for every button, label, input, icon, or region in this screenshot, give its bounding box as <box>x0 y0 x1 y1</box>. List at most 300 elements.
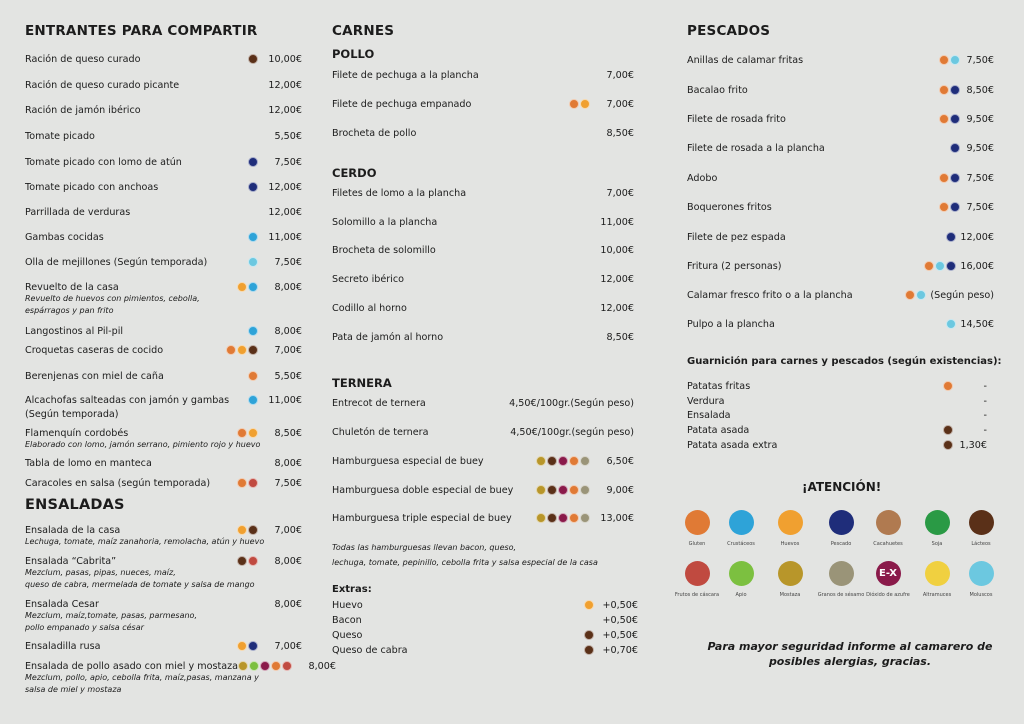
dióxido-de-azufre-allergen-icon <box>260 661 270 671</box>
menu-item <box>25 103 302 117</box>
menu-item <box>332 396 634 410</box>
allergen-icons <box>226 345 258 355</box>
menu-item <box>25 476 302 490</box>
item-name: Parrillada de verduras <box>25 206 131 218</box>
menu-item <box>25 659 336 673</box>
menu-item <box>687 408 987 422</box>
lácteos-allergen-icon <box>547 485 557 495</box>
allergen-label: Altramuces <box>922 592 952 598</box>
item-name: Ensaladilla rusa <box>25 640 101 652</box>
item-name: Queso <box>332 629 363 641</box>
item-price: - <box>983 424 987 436</box>
menu-item <box>25 554 302 568</box>
allergen-label: Lácteos <box>971 541 991 547</box>
allergen-icons <box>237 478 258 488</box>
item-name: Codillo al horno <box>332 302 407 314</box>
allergen-label: Mostaza <box>779 592 801 598</box>
crustáceos-allergen-icon <box>248 282 258 292</box>
allergen-icons <box>248 157 258 167</box>
gluten-icon <box>685 510 710 535</box>
allergen-icons <box>584 630 594 640</box>
menu-item <box>25 426 302 440</box>
huevos-allergen-icon <box>237 641 247 651</box>
item-name: Hamburguesa especial de buey <box>332 455 484 467</box>
granos-de-sésamo-allergen-icon <box>580 485 590 495</box>
allergen-icons <box>536 456 590 466</box>
item-price: 8,00€ <box>274 457 302 469</box>
mostaza-allergen-icon <box>536 456 546 466</box>
menu-item <box>687 112 994 126</box>
menu-item <box>687 200 994 214</box>
item-name: Fritura (2 personas) <box>687 260 782 272</box>
gluten-allergen-icon <box>226 345 236 355</box>
allergy-warning: Para mayor seguridad informe al camarero de <box>707 640 993 653</box>
apio-icon <box>729 561 754 586</box>
pescado-allergen-icon <box>248 157 258 167</box>
item-price: 6,50€ <box>606 455 634 467</box>
attention-title: ¡ATENCIÓN! <box>802 480 882 494</box>
allergen-icons <box>237 282 258 292</box>
allergen-icons <box>237 525 258 535</box>
item-name: Filete de pechuga empanado <box>332 98 472 110</box>
menu-item <box>25 78 302 92</box>
item-name: Pulpo a la plancha <box>687 318 775 330</box>
allergy-warning: posibles alergias, gracias. <box>768 655 932 668</box>
item-price: 10,00€ <box>600 244 634 256</box>
menu-item <box>332 243 634 257</box>
section-title-ensaladas: ENSALADAS <box>25 497 125 513</box>
altramuces-icon <box>925 561 950 586</box>
item-price: 9,50€ <box>966 142 994 154</box>
allergen-legend-item <box>951 510 1011 547</box>
item-name: Calamar fresco frito o a la plancha <box>687 289 853 301</box>
item-name: Alcachofas salteadas con jamón y gambas <box>25 394 230 406</box>
pescado-allergen-icon <box>946 261 956 271</box>
hamburger-note: lechuga, tomate, pepinillo, cebolla frita y salsa especial de la casa <box>332 558 598 567</box>
item-price: 10,00€ <box>268 53 302 65</box>
gluten-allergen-icon <box>569 99 579 109</box>
item-price: 5,50€ <box>274 130 302 142</box>
item-price: 8,00€ <box>308 660 336 672</box>
gluten-allergen-icon <box>237 478 247 488</box>
item-description: Revuelto de huevos con pimientos, cebolla, <box>25 294 200 303</box>
guarnicion-title: Guarnición para carnes y pescados (según existencias): <box>687 356 1002 367</box>
item-price: 7,50€ <box>966 172 994 184</box>
menu-item <box>332 330 634 344</box>
allergen-label: Gluten <box>688 541 706 547</box>
menu-item <box>25 639 302 653</box>
item-name: Ensalada de la casa <box>25 524 121 536</box>
menu-item <box>687 83 994 97</box>
gluten-allergen-icon <box>237 428 247 438</box>
granos-de-sésamo-allergen-icon <box>580 513 590 523</box>
gluten-allergen-icon <box>939 114 949 124</box>
menu-item <box>332 613 638 627</box>
frutos-de-cáscara-allergen-icon <box>248 478 258 488</box>
allergen-icons <box>569 99 590 109</box>
gluten-allergen-icon <box>924 261 934 271</box>
menu-item <box>687 394 987 408</box>
gluten-allergen-icon <box>569 513 579 523</box>
section-title-entrantes: ENTRANTES PARA COMPARTIR <box>25 23 258 39</box>
item-price: 12,00€ <box>268 104 302 116</box>
item-name: Boquerones fritos <box>687 201 772 213</box>
item-name: Croquetas caseras de cocido <box>25 344 164 356</box>
item-name: Patata asada <box>687 424 750 436</box>
item-price: 5,50€ <box>274 370 302 382</box>
huevos-allergen-icon <box>237 525 247 535</box>
allergen-icons <box>943 381 953 391</box>
item-name: Verdura <box>687 395 725 407</box>
menu-item <box>25 324 302 338</box>
lácteos-allergen-icon <box>248 345 258 355</box>
lácteos-allergen-icon <box>547 456 557 466</box>
item-price: 8,50€ <box>606 331 634 343</box>
allergen-icons <box>536 513 590 523</box>
menu-item <box>25 343 302 357</box>
crustáceos-icon <box>729 510 754 535</box>
menu-item <box>687 259 994 273</box>
menu-item <box>332 186 634 200</box>
gluten-allergen-icon <box>271 661 281 671</box>
item-name: Brocheta de pollo <box>332 127 417 139</box>
allergen-icons <box>939 202 960 212</box>
menu-item <box>332 215 634 229</box>
item-price: +0,50€ <box>602 614 638 626</box>
menu-item <box>25 393 302 407</box>
mostaza-allergen-icon <box>238 661 248 671</box>
lácteos-allergen-icon <box>584 630 594 640</box>
allergen-label: Soja <box>931 541 943 547</box>
item-name: Revuelto de la casa <box>25 281 119 293</box>
crustáceos-allergen-icon <box>248 232 258 242</box>
extras-title: Extras: <box>332 584 372 595</box>
gluten-allergen-icon <box>905 290 915 300</box>
pescado-allergen-icon <box>950 114 960 124</box>
allergen-icons <box>248 371 258 381</box>
item-description: espárragos y pan frito <box>25 306 114 315</box>
lácteos-allergen-icon <box>547 513 557 523</box>
allergen-label: Moluscos <box>969 592 993 598</box>
item-name: Anillas de calamar fritas <box>687 54 804 66</box>
huevos-allergen-icon <box>237 282 247 292</box>
item-name: Filete de rosada a la plancha <box>687 142 825 154</box>
allergen-icons <box>943 425 953 435</box>
item-name: Flamenquín cordobés <box>25 427 129 439</box>
menu-item <box>687 288 994 302</box>
apio-allergen-icon <box>249 661 259 671</box>
item-name: Ensalada Cesar <box>25 598 100 610</box>
item-price: 7,50€ <box>274 256 302 268</box>
item-name: Bacon <box>332 614 362 626</box>
item-price: 4,50€/100gr.(según peso) <box>510 426 634 438</box>
menu-item <box>332 511 634 525</box>
item-name: Ración de queso curado picante <box>25 79 180 91</box>
item-name: Chuletón de ternera <box>332 426 429 438</box>
item-name: Berenjenas con miel de caña <box>25 370 164 382</box>
pescado-allergen-icon <box>248 641 258 651</box>
dióxido-de-azufre-icon: E-X <box>876 561 901 586</box>
item-price: 8,00€ <box>274 281 302 293</box>
item-name: Brocheta de solomillo <box>332 244 436 256</box>
menu-item <box>25 155 302 169</box>
gluten-allergen-icon <box>569 485 579 495</box>
menu-item <box>25 280 302 294</box>
item-description: Lechuga, tomate, maíz zanahoria, remolacha, atún y huevo <box>25 537 265 546</box>
item-name: Ración de jamón ibérico <box>25 104 141 116</box>
item-price: 7,00€ <box>606 98 634 110</box>
gluten-allergen-icon <box>939 55 949 65</box>
lácteos-allergen-icon <box>237 556 247 566</box>
soja-icon <box>925 510 950 535</box>
item-price: 7,00€ <box>274 344 302 356</box>
gluten-allergen-icon <box>248 371 258 381</box>
item-price: 11,00€ <box>268 231 302 243</box>
menu-item <box>332 628 638 642</box>
item-name: Hamburguesa triple especial de buey <box>332 512 512 524</box>
lácteos-allergen-icon <box>584 645 594 655</box>
allergen-label: Cacahuetes <box>873 541 903 547</box>
subsection-pollo: POLLO <box>332 47 375 61</box>
huevos-icon <box>778 510 803 535</box>
allergen-icons <box>946 232 956 242</box>
lácteos-icon <box>969 510 994 535</box>
lácteos-allergen-icon <box>943 425 953 435</box>
mostaza-allergen-icon <box>536 513 546 523</box>
item-price: 7,00€ <box>606 69 634 81</box>
dióxido-de-azufre-allergen-icon <box>558 485 568 495</box>
gluten-allergen-icon <box>943 381 953 391</box>
menu-item <box>25 230 302 244</box>
allergen-icons <box>237 428 258 438</box>
item-price: - <box>983 409 987 421</box>
allergen-icons <box>248 395 258 405</box>
item-description: salsa de miel y mostaza <box>25 685 122 694</box>
item-name: Filete de pechuga a la plancha <box>332 69 479 81</box>
menu-item <box>332 454 634 468</box>
pescado-allergen-icon <box>950 202 960 212</box>
subsection-ternera: TERNERA <box>332 376 392 390</box>
item-name: Queso de cabra <box>332 644 408 656</box>
menu-item <box>332 301 634 315</box>
menu-item <box>332 643 638 657</box>
granos-de-sésamo-icon <box>829 561 854 586</box>
allergen-icons <box>905 290 926 300</box>
item-name: Entrecot de ternera <box>332 397 426 409</box>
pescado-allergen-icon <box>950 173 960 183</box>
allergen-icons <box>248 182 258 192</box>
item-price: +0,70€ <box>602 644 638 656</box>
item-description: Elaborado con lomo, jamón serrano, pimiento rojo y huevo <box>25 440 261 449</box>
menu-item <box>332 483 634 497</box>
moluscos-allergen-icon <box>248 257 258 267</box>
allergen-icons <box>939 85 960 95</box>
menu-item <box>25 523 302 537</box>
huevos-allergen-icon <box>584 600 594 610</box>
allergen-icons <box>950 143 960 153</box>
lácteos-allergen-icon <box>248 525 258 535</box>
allergen-icons <box>248 326 258 336</box>
menu-item <box>332 68 634 82</box>
gluten-allergen-icon <box>569 456 579 466</box>
crustáceos-allergen-icon <box>248 326 258 336</box>
menu-item <box>25 456 302 470</box>
frutos-de-cáscara-icon <box>685 561 710 586</box>
menu-item <box>687 317 994 331</box>
item-price: (Según peso) <box>930 289 994 301</box>
item-price: 12,00€ <box>960 231 994 243</box>
item-description: pollo empanado y salsa césar <box>25 623 144 632</box>
gluten-allergen-icon <box>939 173 949 183</box>
menu-item <box>25 52 302 66</box>
allergen-icons <box>248 232 258 242</box>
menu-item <box>25 180 302 194</box>
item-name: Solomillo a la plancha <box>332 216 438 228</box>
hamburger-note: Todas las hamburguesas llevan bacon, queso, <box>332 543 517 552</box>
item-description: Mezclum, maíz,tomate, pasas, parmesano, <box>25 611 197 620</box>
dióxido-de-azufre-allergen-icon <box>558 513 568 523</box>
menu-item <box>687 379 987 393</box>
moluscos-allergen-icon <box>946 319 956 329</box>
item-name: Gambas cocidas <box>25 231 104 243</box>
allergen-label: Pescado <box>830 541 852 547</box>
item-price: 7,50€ <box>274 156 302 168</box>
item-price: 8,50€ <box>274 427 302 439</box>
item-price: 9,00€ <box>606 484 634 496</box>
menu-item <box>332 97 634 111</box>
item-name: Secreto ibérico <box>332 273 404 285</box>
item-price: 7,50€ <box>274 477 302 489</box>
allergen-icons <box>939 173 960 183</box>
allergen-icons <box>248 257 258 267</box>
mostaza-allergen-icon <box>536 485 546 495</box>
item-price: 8,50€ <box>606 127 634 139</box>
huevos-allergen-icon <box>237 345 247 355</box>
cacahuetes-icon <box>876 510 901 535</box>
allergen-icons <box>584 600 594 610</box>
menu-item <box>687 171 994 185</box>
item-price: +0,50€ <box>602 629 638 641</box>
item-description: Mezclum, pasas, pipas, nueces, maíz, <box>25 568 176 577</box>
item-name: Pata de jamón al horno <box>332 331 444 343</box>
crustáceos-allergen-icon <box>248 395 258 405</box>
dióxido-de-azufre-allergen-icon <box>558 456 568 466</box>
menu-item <box>25 369 302 383</box>
item-price: 12,00€ <box>268 181 302 193</box>
item-price: 7,50€ <box>966 54 994 66</box>
item-price: 7,00€ <box>274 524 302 536</box>
subsection-cerdo: CERDO <box>332 166 377 180</box>
item-name: Ensalada “Cabrita” <box>25 555 117 567</box>
item-price: 4,50€/100gr.(Según peso) <box>509 397 634 409</box>
item-name: Filetes de lomo a la plancha <box>332 187 467 199</box>
item-price: - <box>983 380 987 392</box>
item-name: Filete de pez espada <box>687 231 786 243</box>
menu-item <box>332 126 634 140</box>
menu-item <box>25 597 302 611</box>
item-name: Tabla de lomo en manteca <box>25 457 152 469</box>
lácteos-allergen-icon <box>248 54 258 64</box>
menu-item <box>332 272 634 286</box>
granos-de-sésamo-allergen-icon <box>580 456 590 466</box>
moluscos-allergen-icon <box>950 55 960 65</box>
item-price: 7,50€ <box>966 201 994 213</box>
item-name: Filete de rosada frito <box>687 113 786 125</box>
allergen-legend-item <box>951 561 1011 598</box>
item-name: Ensalada <box>687 409 731 421</box>
item-price: 12,00€ <box>600 273 634 285</box>
menu-item <box>25 205 302 219</box>
item-price: 11,00€ <box>600 216 634 228</box>
allergen-label: Granos de sésamo <box>817 592 865 598</box>
item-price: 8,50€ <box>966 84 994 96</box>
item-name: Tomate picado con lomo de atún <box>25 156 182 168</box>
menu-item <box>25 129 302 143</box>
item-name: Langostinos al Pil-pil <box>25 325 124 337</box>
item-name: Bacalao frito <box>687 84 748 96</box>
item-price: 9,50€ <box>966 113 994 125</box>
menu-item <box>332 425 634 439</box>
allergen-label: Apio <box>735 592 747 598</box>
mostaza-icon <box>778 561 803 586</box>
menu-item <box>332 598 638 612</box>
frutos-de-cáscara-allergen-icon <box>248 556 258 566</box>
item-name: Huevo <box>332 599 363 611</box>
allergen-label: Crustáceos <box>727 541 755 547</box>
item-price: 8,00€ <box>274 598 302 610</box>
menu-item <box>687 230 994 244</box>
moluscos-icon <box>969 561 994 586</box>
allergen-icons <box>237 641 258 651</box>
item-price: 8,00€ <box>274 325 302 337</box>
moluscos-allergen-icon <box>935 261 945 271</box>
allergen-icons <box>939 55 960 65</box>
item-price: 7,00€ <box>606 187 634 199</box>
gluten-allergen-icon <box>939 202 949 212</box>
item-price: 8,00€ <box>274 555 302 567</box>
item-price: 12,00€ <box>268 79 302 91</box>
item-price: - <box>983 395 987 407</box>
frutos-de-cáscara-allergen-icon <box>282 661 292 671</box>
menu-item <box>25 255 302 269</box>
item-price: 12,00€ <box>600 302 634 314</box>
item-price: 7,00€ <box>274 640 302 652</box>
allergen-label: Frutos de cáscara <box>674 592 720 598</box>
item-price: +0,50€ <box>602 599 638 611</box>
allergen-icons <box>924 261 956 271</box>
menu-item <box>687 438 987 452</box>
allergen-label: Huevos <box>780 541 800 547</box>
allergen-icons <box>584 645 594 655</box>
item-name: Adobo <box>687 172 718 184</box>
allergen-icons <box>946 319 956 329</box>
item-subtitle: (Según temporada) <box>25 408 119 420</box>
allergen-icons <box>237 556 258 566</box>
item-name: Patata asada extra <box>687 439 778 451</box>
item-description: Mezclum, pollo, apio, cebolla frita, maíz,pasas, manzana y <box>25 673 259 682</box>
section-title-pescados: PESCADOS <box>687 23 771 39</box>
menu-item <box>687 423 987 437</box>
item-name: Tomate picado con anchoas <box>25 181 159 193</box>
allergen-icons <box>943 440 953 450</box>
allergen-icons <box>939 114 960 124</box>
item-price: 11,00€ <box>268 394 302 406</box>
item-name: Tomate picado <box>25 130 95 142</box>
item-price: 1,30€ <box>959 439 987 451</box>
item-price: 13,00€ <box>600 512 634 524</box>
pescado-allergen-icon <box>248 182 258 192</box>
item-name: Hamburguesa doble especial de buey <box>332 484 514 496</box>
